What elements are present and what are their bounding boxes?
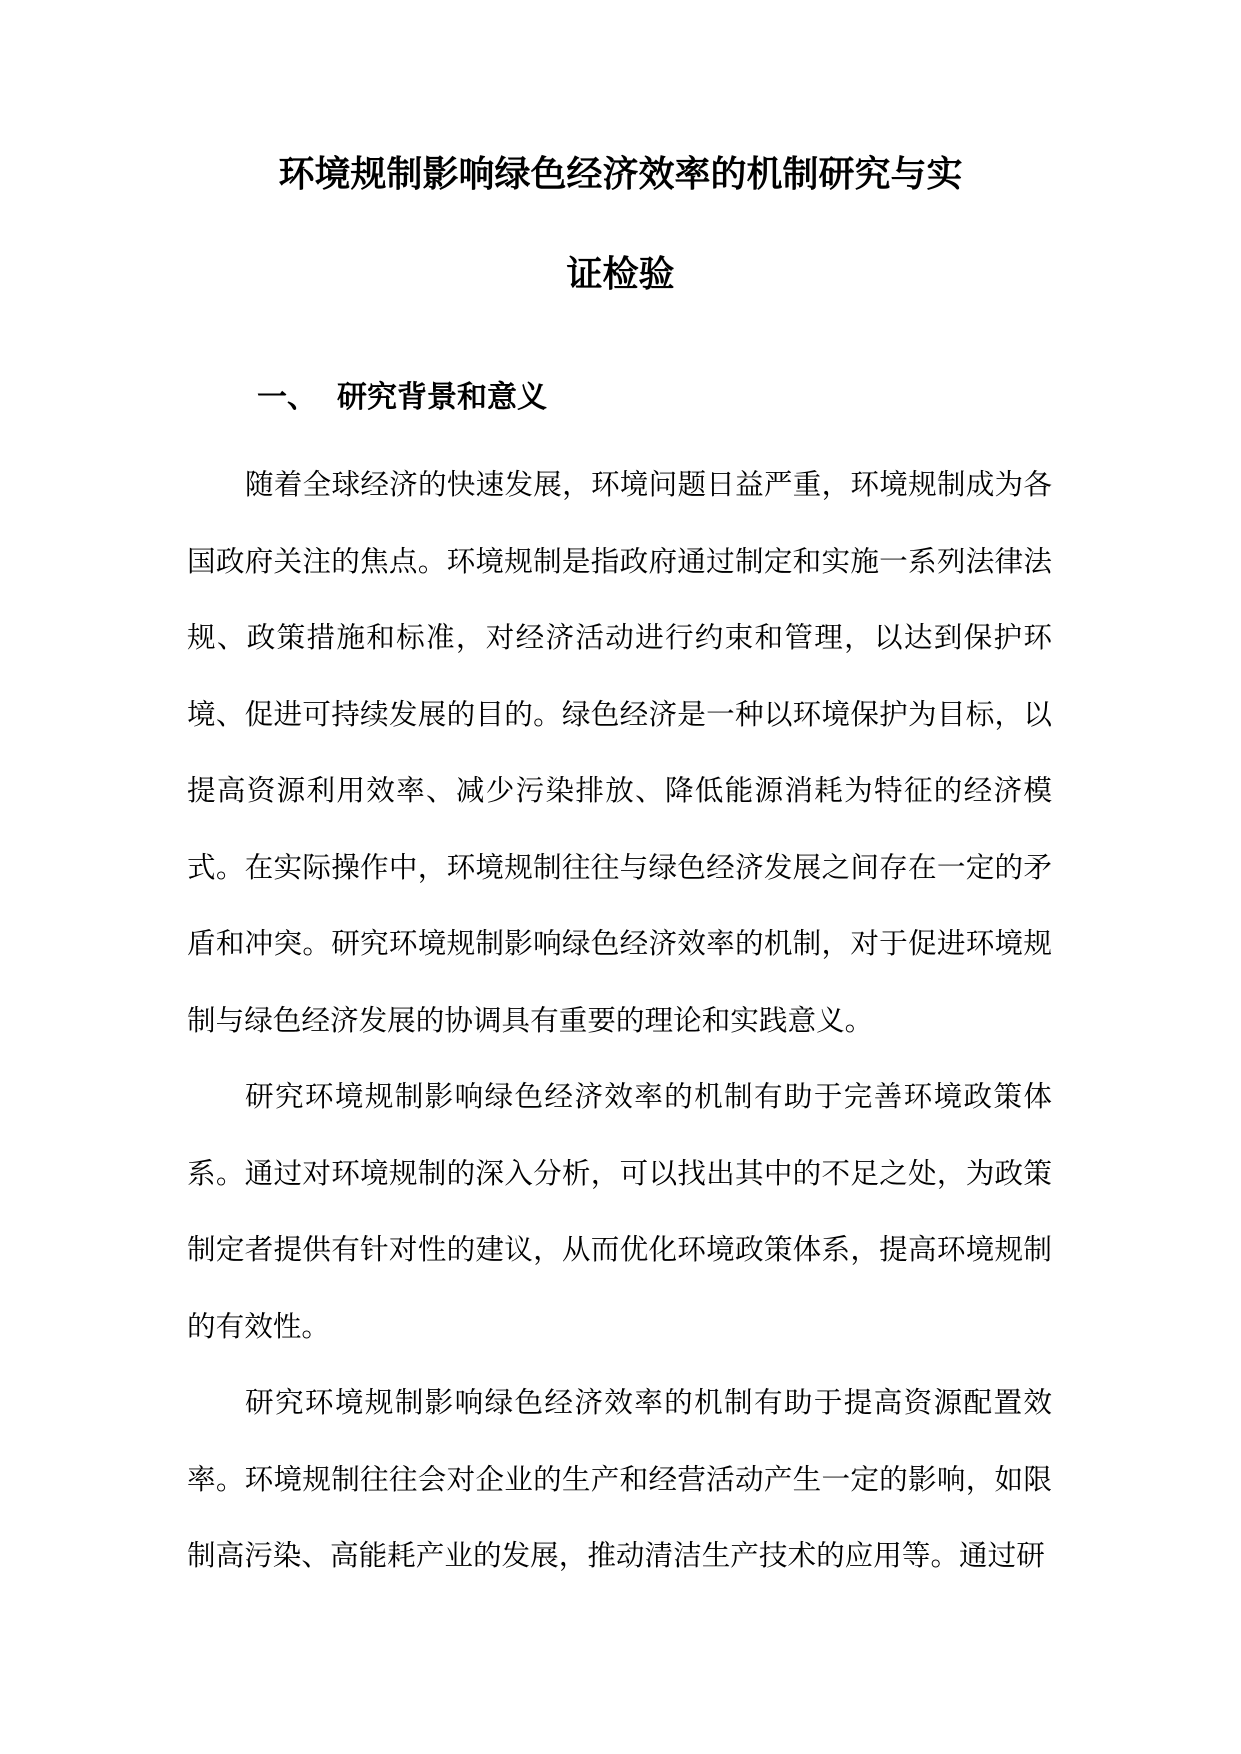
section-title: 研究背景和意义 — [337, 380, 547, 415]
paragraph-3: 研究环境规制影响绿色经济效率的机制有助于提高资源配置效率。环境规制往往会对企业的生产和经营活动产生一定的影响，如限制高污染、高能耗产业的发展，推动清洁生产技术的应用等。通过研 — [187, 1385, 1052, 1572]
section-number: 一、 — [257, 380, 317, 415]
paragraph-1: 随着全球经济的快速发展，环境问题日益严重，环境规制成为各国政府关注的焦点。环境规制是指政府通过制定和实施一系列法律法规、政策措施和标准，对经济活动进行约束和管理，以达到保护环境、促进可持续发展的目的。绿色经济是一种以环境保护为目标，以提高资源利用效率、减少污染排放、降低能源消耗为特征的经济模式。在实际操作中，环境规制往往与绿色经济发展之间存在一定的矛盾和冲突。研究环境规制影响绿色经济效率的机制，对于促进环境规制与绿色经济发展的协调具有重要的理论和实践意义。 — [187, 467, 1052, 1037]
document-title-line-2: 证检验 — [566, 254, 675, 295]
document-title-line-1: 环境规制影响绿色经济效率的机制研究与实 — [278, 154, 963, 195]
paragraph-2: 研究环境规制影响绿色经济效率的机制有助于完善环境政策体系。通过对环境规制的深入分析，可以找出其中的不足之处，为政策制定者提供有针对性的建议，从而优化环境政策体系，提高环境规制的有效性。 — [187, 1079, 1052, 1343]
section-heading — [257, 378, 547, 418]
